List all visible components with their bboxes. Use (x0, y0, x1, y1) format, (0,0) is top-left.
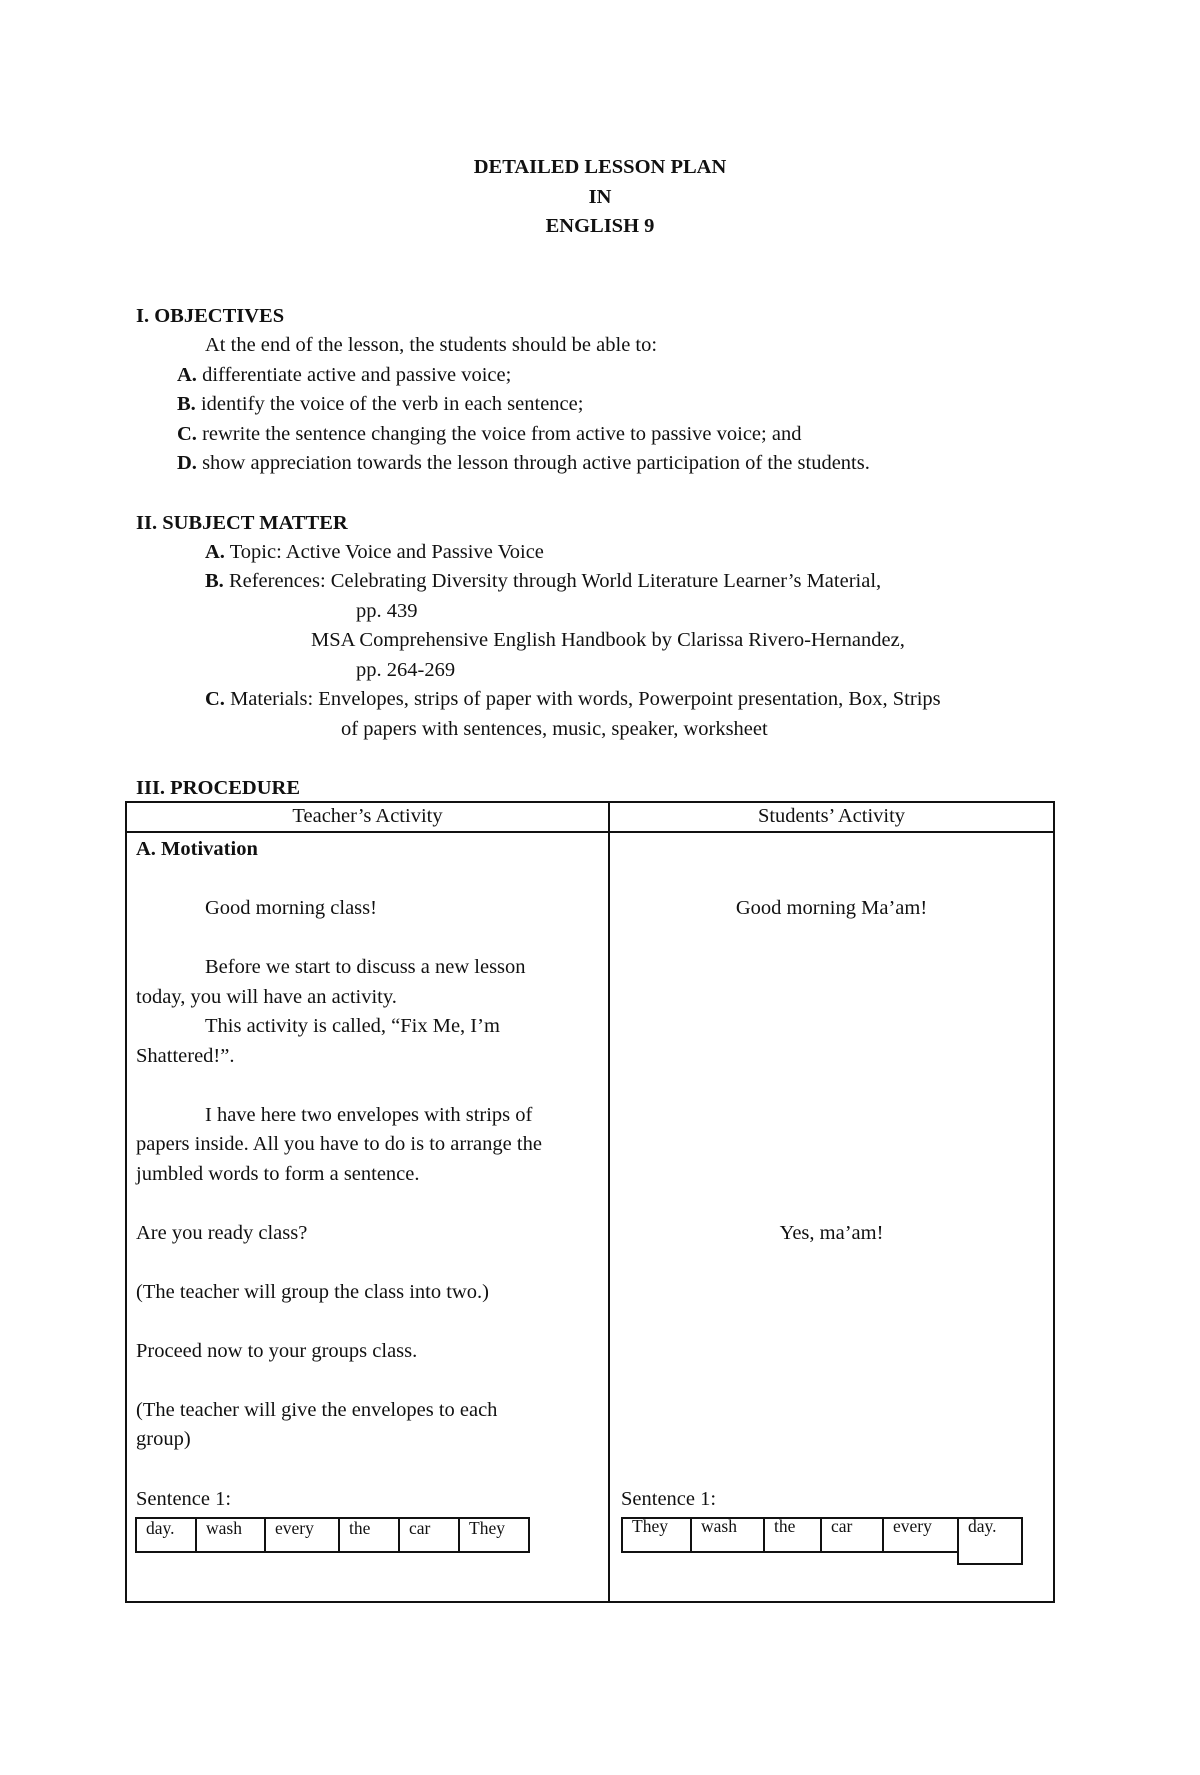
teacher-paragraph-2-cont: Shattered!”. (136, 1045, 235, 1067)
word-strip-cell: They (458, 1517, 530, 1553)
subject-topic-text: Topic: Active Voice and Passive Voice (229, 541, 544, 563)
teacher-give-note-cont: group) (136, 1428, 191, 1450)
objective-item-b (177, 391, 583, 417)
table-right-border (1053, 801, 1055, 1603)
teacher-paragraph-3-cont: papers inside. All you have to do is to arrange the (136, 1133, 542, 1155)
teacher-group-note: (The teacher will group the class into two.) (136, 1281, 489, 1303)
teacher-give-note: (The teacher will give the envelopes to each (136, 1399, 498, 1421)
subject-topic (205, 539, 544, 565)
teacher-paragraph-1: Before we start to discuss a new lesson (205, 956, 526, 978)
objectives-heading: I. OBJECTIVES (136, 305, 285, 327)
objective-text: show appreciation towards the lesson through active participation of the students. (202, 452, 870, 474)
word-strip-cell: every (264, 1517, 338, 1553)
objective-text: rewrite the sentence changing the voice from active to passive voice; and (202, 423, 802, 445)
table-bottom-border (125, 1601, 1055, 1603)
objective-text: identify the voice of the verb in each sentence; (200, 393, 584, 415)
subject-materials-text: Materials: Envelopes, strips of paper with words, Powerpoint presentation, Box, Strips (230, 688, 941, 710)
students-greeting: Good morning Ma’am! (735, 897, 928, 919)
word-strip-cell: day. (135, 1517, 195, 1553)
word-strip-cell: every (882, 1517, 957, 1553)
objective-letter: B. (177, 393, 196, 415)
objective-letter: A. (177, 364, 197, 386)
teacher-sentence-label: Sentence 1: (136, 1488, 232, 1510)
table-left-border (125, 801, 127, 1603)
column-header-teacher: Teacher’s Activity (292, 805, 443, 827)
subject-letter: A. (205, 541, 225, 563)
teacher-paragraph-3: I have here two envelopes with strips of (205, 1104, 533, 1126)
subject-references (205, 568, 881, 594)
subject-reference-2-pages: pp. 264-269 (356, 659, 456, 681)
students-sentence-label: Sentence 1: (621, 1488, 717, 1510)
word-strip-cell: day. (957, 1517, 1023, 1565)
subject-reference-1-pages: pp. 439 (356, 600, 418, 622)
subject-reference-1: References: Celebrating Diversity through World Literature Learner’s Material, (228, 570, 882, 592)
teacher-proceed: Proceed now to your groups class. (136, 1340, 418, 1362)
document-title-in: IN (588, 186, 612, 208)
objectives-intro: At the end of the lesson, the students should be able to: (205, 334, 658, 356)
word-strip-cell: car (398, 1517, 458, 1553)
objective-letter: D. (177, 452, 197, 474)
section-motivation: A. Motivation (136, 838, 258, 860)
subject-reference-2: MSA Comprehensive English Handbook by Clarissa Rivero-Hernandez, (311, 629, 905, 651)
teacher-paragraph-2: This activity is called, “Fix Me, I’m (205, 1015, 500, 1037)
subject-matter-heading: II. SUBJECT MATTER (136, 512, 348, 534)
teacher-greeting: Good morning class! (205, 897, 377, 919)
word-strip-cell: the (338, 1517, 398, 1553)
students-ready-reply: Yes, ma’am! (779, 1222, 884, 1244)
word-strip-cell: car (820, 1517, 882, 1553)
word-strip-cell: They (621, 1517, 690, 1553)
document-subject: ENGLISH 9 (545, 215, 655, 237)
subject-letter: B. (205, 570, 224, 592)
document-title: DETAILED LESSON PLAN (473, 156, 727, 178)
subject-materials (205, 686, 941, 712)
procedure-heading: III. PROCEDURE (136, 777, 301, 799)
teacher-ready-question: Are you ready class? (136, 1222, 308, 1244)
teacher-paragraph-1-cont: today, you will have an activity. (136, 986, 397, 1008)
objective-item-c (177, 421, 801, 447)
word-strip-cell: wash (690, 1517, 763, 1553)
objective-item-a (177, 362, 511, 388)
objective-text: differentiate active and passive voice; (202, 364, 512, 386)
subject-letter: C. (205, 688, 225, 710)
objective-item-d (177, 450, 870, 476)
teacher-paragraph-3-end: jumbled words to form a sentence. (136, 1163, 420, 1185)
objective-letter: C. (177, 423, 197, 445)
subject-materials-cont: of papers with sentences, music, speaker, worksheet (341, 718, 768, 740)
column-header-students: Students’ Activity (757, 805, 906, 827)
word-strip-cell: the (763, 1517, 820, 1553)
word-strip-cell: wash (195, 1517, 264, 1553)
